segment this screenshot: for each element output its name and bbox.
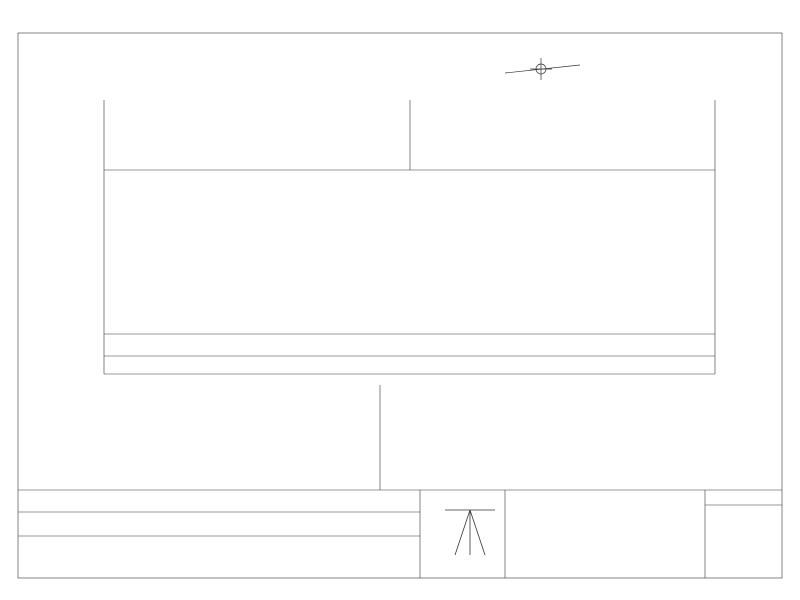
north-arrow [505, 58, 580, 80]
drawing-border [18, 33, 782, 578]
theodolite-icon [445, 510, 495, 555]
notes [102, 420, 302, 428]
